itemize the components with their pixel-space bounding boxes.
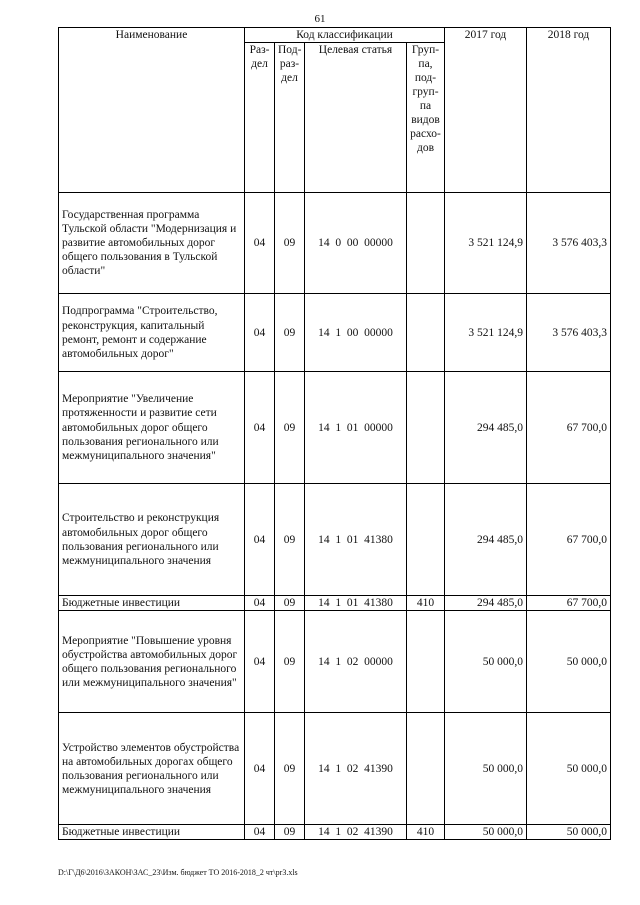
row-name: Бюджетные инвестиции [59, 596, 245, 611]
row-name: Бюджетные инвестиции [59, 825, 245, 840]
row-group [407, 484, 445, 596]
row-2017: 50 000,0 [445, 611, 527, 713]
row-section: 04 [245, 596, 275, 611]
row-subsection: 09 [275, 372, 305, 484]
footer-file-path: D:\Г\Д6\2016\ЗАКОН\ЗАС_23\Изм. бюджет ТО 2016-2018_2 чт\pr3.xls [58, 868, 298, 877]
row-group [407, 193, 445, 294]
row-name: Строительство и реконструкция автомобильных дорог общего пользования регионального или межмуниципального значения [59, 484, 245, 596]
header-subsection: Под- раз- дел [275, 43, 305, 193]
row-2017: 3 521 124,9 [445, 193, 527, 294]
row-article: 14 1 01 00000 [305, 372, 407, 484]
row-subsection: 09 [275, 713, 305, 825]
table-row [59, 372, 611, 484]
row-name: Мероприятие "Увеличение протяженности и развитие сети автомобильных дорог общего пользования регионального или межмуниципального значения" [59, 372, 245, 484]
table-row [59, 611, 611, 713]
table-row [59, 294, 611, 372]
header-2017: 2017 год [445, 28, 527, 193]
row-section: 04 [245, 713, 275, 825]
row-article: 14 1 02 41390 [305, 713, 407, 825]
row-group: 410 [407, 825, 445, 840]
row-article: 14 1 00 00000 [305, 294, 407, 372]
row-article: 14 0 00 00000 [305, 193, 407, 294]
row-subsection: 09 [275, 596, 305, 611]
row-name: Мероприятие "Повышение уровня обустройства автомобильных дорог общего пользования регионального или межмуниципального значения" [59, 611, 245, 713]
row-subsection: 09 [275, 484, 305, 596]
header-classification-code: Код классификации [245, 28, 445, 43]
row-section: 04 [245, 825, 275, 840]
row-section: 04 [245, 193, 275, 294]
row-name: Подпрограмма "Строительство, реконструкция, капитальный ремонт, ремонт и содержание автомобильных дорог" [59, 294, 245, 372]
row-2017: 294 485,0 [445, 372, 527, 484]
row-name: Государственная программа Тульской области "Модернизация и развитие автомобильных дорог общего пользования в Тульской области" [59, 193, 245, 294]
row-2017: 50 000,0 [445, 825, 527, 840]
header-name: Наименование [59, 28, 245, 193]
row-name: Устройство элементов обустройства на автомобильных дорогах общего пользования регионального или межмуниципального значения [59, 713, 245, 825]
table-row [59, 713, 611, 825]
row-group [407, 294, 445, 372]
row-section: 04 [245, 372, 275, 484]
row-2017: 294 485,0 [445, 596, 527, 611]
page-number: 61 [314, 13, 326, 25]
row-group: 410 [407, 596, 445, 611]
row-2018: 50 000,0 [527, 713, 611, 825]
row-section: 04 [245, 294, 275, 372]
row-2017: 50 000,0 [445, 713, 527, 825]
row-subsection: 09 [275, 611, 305, 713]
row-2018: 50 000,0 [527, 825, 611, 840]
row-2018: 67 700,0 [527, 596, 611, 611]
header-2018: 2018 год [527, 28, 611, 193]
row-2017: 3 521 124,9 [445, 294, 527, 372]
table-row [59, 596, 611, 611]
row-article: 14 1 01 41380 [305, 484, 407, 596]
row-2017: 294 485,0 [445, 484, 527, 596]
row-section: 04 [245, 484, 275, 596]
row-section: 04 [245, 611, 275, 713]
table-row [59, 193, 611, 294]
row-2018: 67 700,0 [527, 372, 611, 484]
budget-table [58, 27, 611, 840]
row-2018: 3 576 403,3 [527, 294, 611, 372]
row-article: 14 1 01 41380 [305, 596, 407, 611]
row-article: 14 1 02 00000 [305, 611, 407, 713]
row-subsection: 09 [275, 825, 305, 840]
row-subsection: 09 [275, 193, 305, 294]
row-subsection: 09 [275, 294, 305, 372]
table-row [59, 484, 611, 596]
row-group [407, 372, 445, 484]
header-target-article: Целевая статья [305, 43, 407, 193]
row-2018: 3 576 403,3 [527, 193, 611, 294]
header-expense-group: Груп- па, под- груп- па видов расхо- дов [407, 43, 445, 193]
row-group [407, 713, 445, 825]
row-article: 14 1 02 41390 [305, 825, 407, 840]
header-section: Раз- дел [245, 43, 275, 193]
row-group [407, 611, 445, 713]
row-2018: 67 700,0 [527, 484, 611, 596]
table-row [59, 825, 611, 840]
row-2018: 50 000,0 [527, 611, 611, 713]
